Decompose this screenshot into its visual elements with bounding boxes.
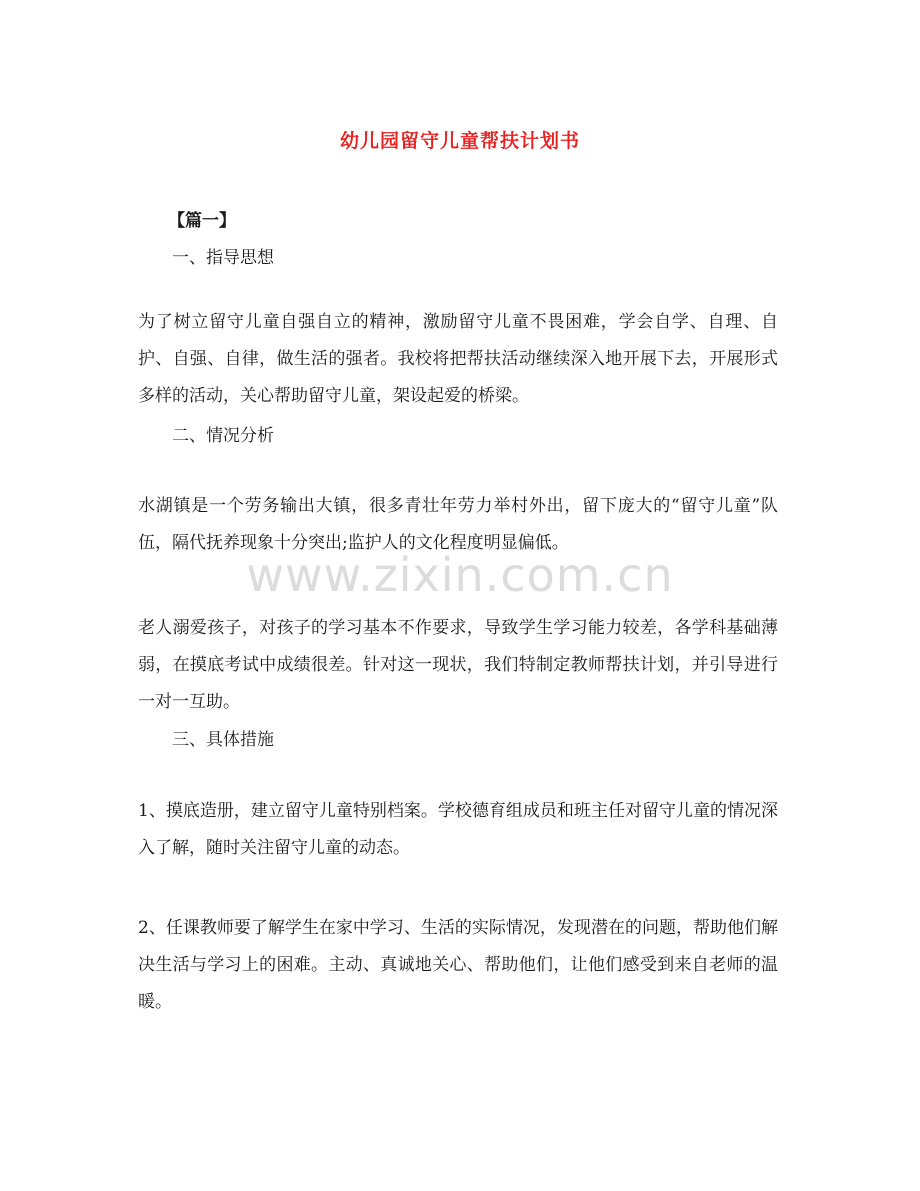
- heading-guiding-ideology: 一、指导思想: [172, 248, 274, 268]
- paragraph-1: 为了树立留守儿童自强自立的精神，激励留守儿童不畏困难，学会自学、自理、自护、自强、自律，做生活的强者。我校将把帮扶活动继续深入地开展下去，开展形式多样的活动，关心帮助留守儿童，架设起爱的桥梁。: [138, 312, 778, 406]
- document-title: 幼儿园留守儿童帮扶计划书: [339, 130, 580, 152]
- paragraph-2: 水湖镇是一个劳务输出大镇，很多青壮年劳力举村外出，留下庞大的“留守儿童”队伍，隔代抚养现象十分突出;监护人的文化程度明显偏低。: [138, 496, 778, 553]
- watermark: www.zixin.com.cn: [246, 548, 674, 602]
- paragraph-3: 老人溺爱孩子，对孩子的学习基本不作要求，导致学生学习能力较差，各学科基础薄弱，在摸底考试中成绩很差。针对这一现状，我们特制定教师帮扶计划，并引导进行一对一互助。: [138, 618, 778, 712]
- paragraph-4: 1、摸底造册，建立留守儿童特别档案。学校德育组成员和班主任对留守儿童的情况深入了解，随时关注留守儿童的动态。: [138, 801, 778, 858]
- heading-specific-measures: 三、具体措施: [172, 730, 274, 750]
- section-tag: 【篇一】: [168, 211, 236, 231]
- heading-situation-analysis: 二、情况分析: [172, 426, 274, 446]
- paragraph-5: 2、任课教师要了解学生在家中学习、生活的实际情况，发现潜在的问题，帮助他们解决生活与学习上的困难。主动、真诚地关心、帮助他们，让他们感受到来自老师的温暖。: [138, 918, 778, 1012]
